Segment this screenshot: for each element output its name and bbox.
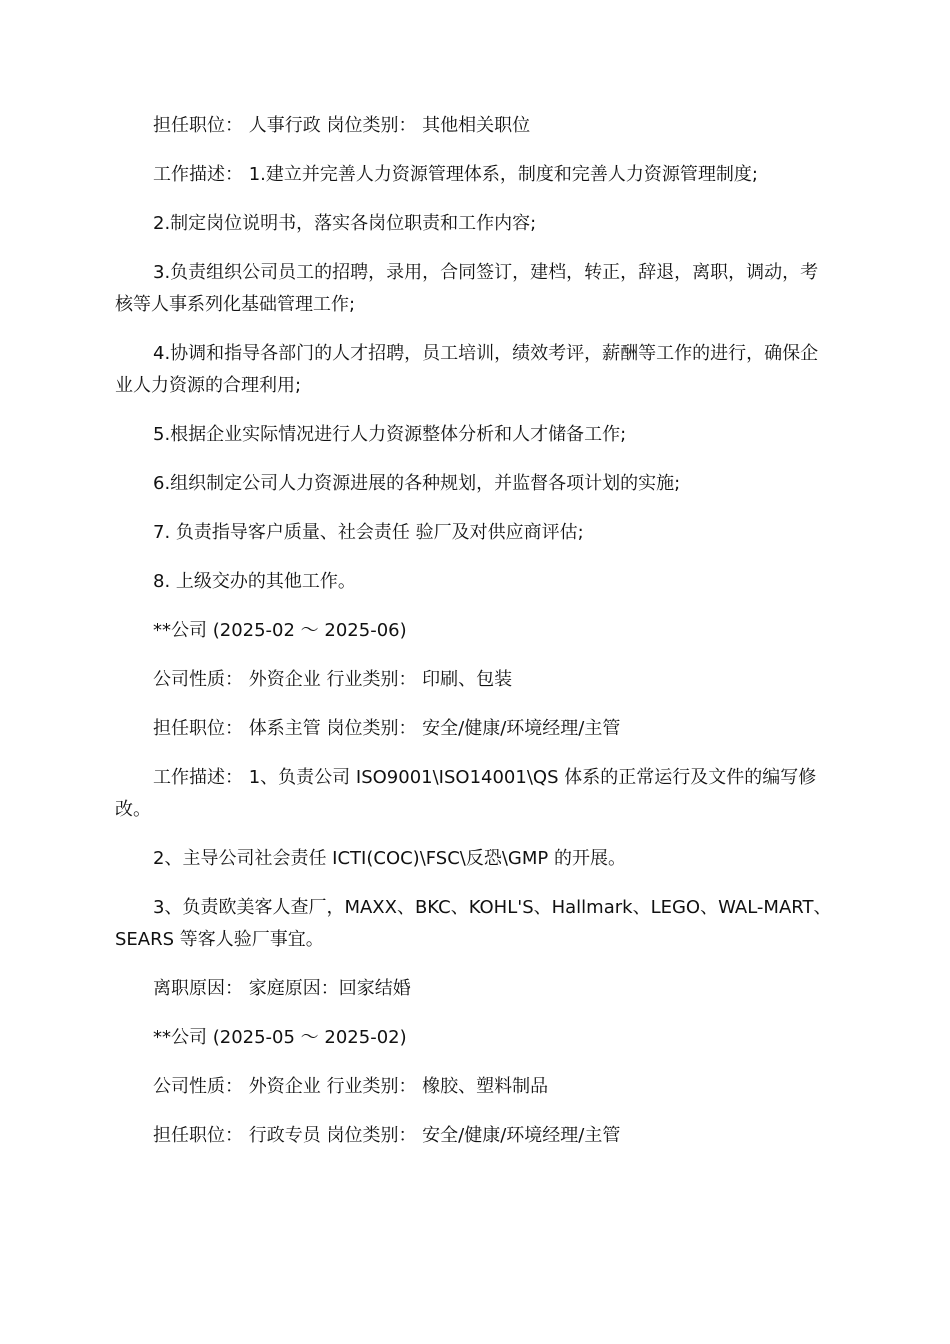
company-nature-line: 公司性质： 外资企业 行业类别： 橡胶、塑料制品 [153,1076,549,1097]
company-heading: **公司 (2025-05 ～ 2025-02) [153,1027,407,1048]
duty-item: 2.制定岗位说明书，落实各岗位职责和工作内容; [153,213,537,234]
duty-item: 7. 负责指导客户质量、社会责任 验厂及对供应商评估; [153,522,584,543]
duty-item: 5.根据企业实际情况进行人力资源整体分析和人才储备工作; [153,424,627,445]
job-description-line: 工作描述： 1、负责公司 ISO9001\ISO14001\QS 体系的正常运行及文件的编写修改。 [115,767,817,820]
leaving-reason-line: 离职原因： 家庭原因：回家结婚 [153,978,411,999]
duty-item: 3、负责欧美客人查厂，MAXX、BKC、KOHL'S、Hallmark、LEGO、WAL-MART、SEARS 等客人验厂事宜。 [115,897,832,950]
company-heading: **公司 (2025-02 ～ 2025-06) [153,620,407,641]
position-line: 担任职位： 体系主管 岗位类别： 安全/健康/环境经理/主管 [153,718,621,739]
position-line: 担任职位： 行政专员 岗位类别： 安全/健康/环境经理/主管 [153,1125,621,1146]
duty-item: 6.组织制定公司人力资源进展的各种规划，并监督各项计划的实施; [153,473,681,494]
company-nature-line: 公司性质： 外资企业 行业类别： 印刷、包装 [153,669,513,690]
duty-item: 8. 上级交办的其他工作。 [153,571,356,592]
position-line: 担任职位： 人事行政 岗位类别： 其他相关职位 [153,115,531,136]
duty-item: 3.负责组织公司员工的招聘，录用，合同签订，建档，转正，辞退，离职，调动，考核等人事系列化基础管理工作; [115,262,819,315]
document-body [115,110,835,1169]
job-description-line: 工作描述： 1.建立并完善人力资源管理体系，制度和完善人力资源管理制度; [153,164,758,185]
duty-item: 4.协调和指导各部门的人才招聘，员工培训，绩效考评，薪酬等工作的进行，确保企业人力资源的合理利用; [115,343,819,396]
duty-item: 2、主导公司社会责任 ICTI(COC)\FSC\反恐\GMP 的开展。 [153,848,626,869]
